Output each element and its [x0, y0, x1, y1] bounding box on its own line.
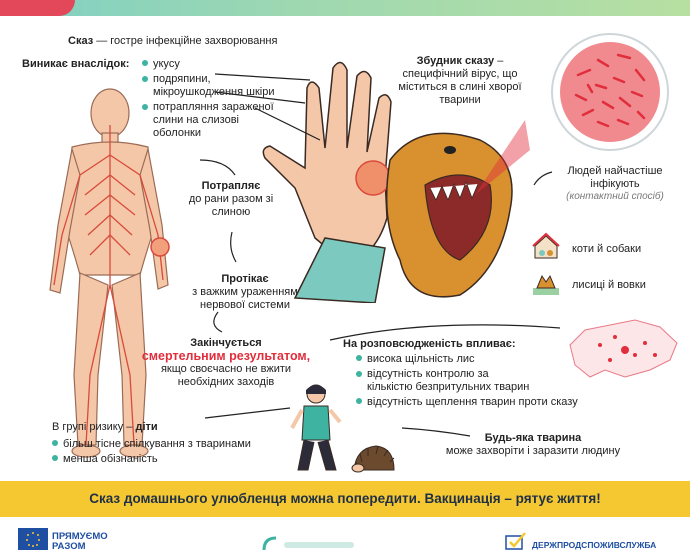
step-outcome-title: Закінчується: [190, 337, 262, 349]
risk-item: більш тісне спілкування з тваринами: [52, 438, 292, 451]
checkmark-logo-icon: [505, 532, 527, 550]
risk-item: менша обізнаність: [52, 453, 292, 466]
step-course-title: Протікає: [221, 273, 269, 285]
spread-item: відсутність щеплення тварин проти сказу: [356, 396, 616, 409]
eu-flag-icon: [18, 528, 48, 550]
agent-bold: Збудник сказу: [416, 55, 495, 67]
risk-list: [52, 438, 292, 468]
risk-title: [52, 421, 158, 434]
infect-text: Людей найчастіше інфікують: [567, 165, 663, 190]
any-animal-block: [438, 432, 628, 458]
bullet-icon: [52, 455, 58, 461]
fox-icon: [532, 268, 560, 296]
intro-rest: — гостре інфекційне захворювання: [93, 35, 278, 47]
any-animal-text: може захворіти і заразити людину: [445, 445, 621, 457]
any-animal-title: Будь-яка тварина: [484, 432, 582, 444]
step-course-text: з важким ураженням нервової системи: [192, 286, 298, 311]
intro-bold: Сказ: [68, 35, 94, 47]
infect-pets: коти й собаки: [572, 243, 642, 255]
cause-item: потрапляння зараженої слини на слизові оболонки: [142, 101, 302, 140]
cause-item: укусу: [142, 58, 302, 71]
infect-block: [565, 165, 665, 203]
bullet-icon: [356, 398, 362, 404]
infect-note: (контактний спосіб): [566, 191, 664, 202]
step-outcome-text: якщо своєчасно не вжити необхідних заходів: [160, 363, 292, 388]
agent-rest: – специфічний вірус, що міститься в слині хворої тварини: [398, 55, 522, 106]
bullet-icon: [52, 440, 58, 446]
step-enters-text: до рани разом зі слиною: [188, 193, 274, 218]
causes-title: Виникає внаслідок:: [22, 58, 130, 70]
step-enters-title: Потрапляє: [201, 180, 261, 192]
bullet-icon: [356, 355, 362, 361]
risk-title-bold: діти: [135, 421, 158, 433]
risk-title-text: В групі ризику –: [52, 421, 136, 433]
spread-item: висока щільність лис: [356, 353, 616, 366]
infect-wild: лисиці й вовки: [572, 279, 646, 291]
bullet-icon: [356, 371, 362, 377]
spread-list: [356, 353, 616, 411]
child-icon: [290, 382, 342, 477]
logo-left-text: ПРЯМУЄМО РАЗОМ: [52, 531, 108, 552]
house-icon: [532, 232, 560, 260]
logo-right-text: ДЕРЖПРОДСПОЖИВСЛУЖБА: [532, 540, 657, 550]
step-outcome-red: смертельним результатом,: [141, 349, 311, 363]
banner-text: Сказ домашнього улюбленця можна попередити. Вакцинація – рятує життя!: [89, 491, 601, 506]
spread-item: відсутність контролю за кількістю безпритульних тварин: [356, 368, 616, 394]
cause-item: подряпини, мікроушкодження шкіри: [142, 73, 302, 99]
center-logo-icon: [262, 536, 362, 550]
hedgehog-icon: [350, 440, 398, 475]
spread-title: На розповсюдженість впливає:: [343, 338, 516, 350]
